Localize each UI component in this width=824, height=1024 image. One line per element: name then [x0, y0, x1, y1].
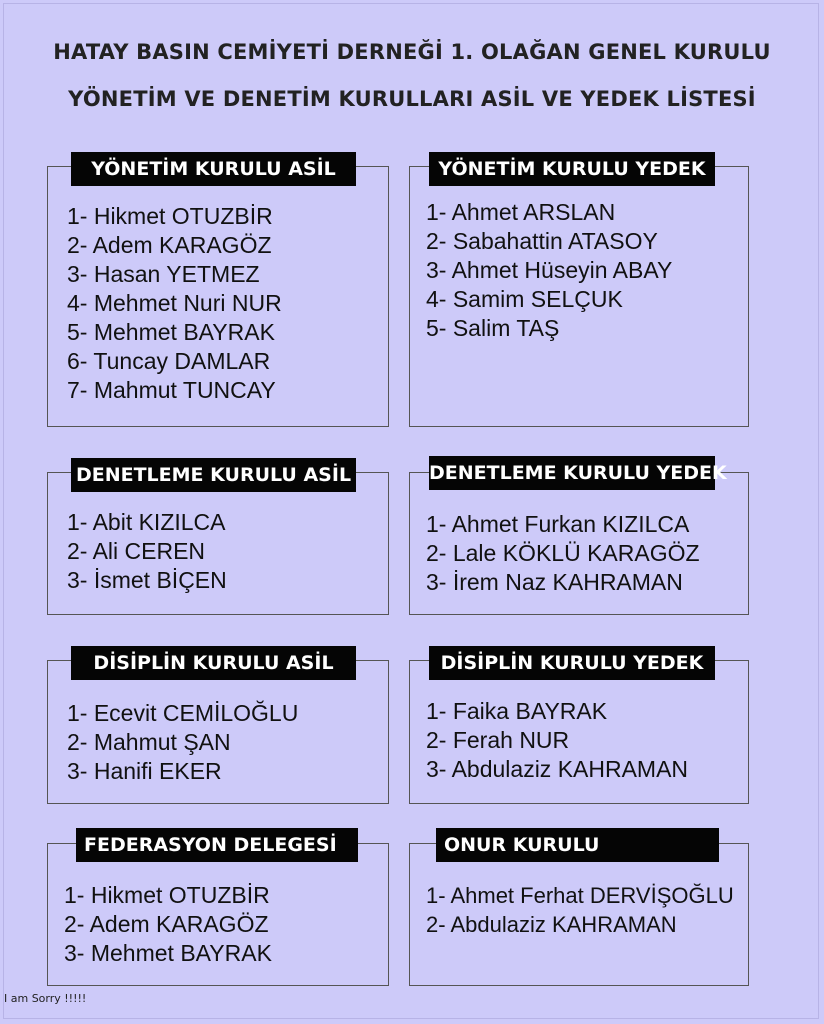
list-item: 2- Ali CEREN: [67, 538, 206, 564]
list-item: 3- Hasan YETMEZ: [67, 261, 260, 287]
list-item: 3- Mehmet BAYRAK: [64, 940, 272, 966]
onur-list: [426, 881, 734, 939]
federasyon-heading: FEDERASYON DELEGESİ: [76, 828, 358, 862]
disiplin-asil-heading: DİSİPLİN KURULU ASİL: [71, 646, 356, 680]
list-item: 1- Hikmet OTUZBİR: [67, 203, 273, 229]
list-item: 3- İrem Naz KAHRAMAN: [426, 569, 683, 595]
list-item: 3- Hanifi EKER: [67, 758, 222, 784]
list-item: 5- Mehmet BAYRAK: [67, 319, 275, 345]
list-item: 3- İsmet BİÇEN: [67, 567, 227, 593]
list-item: 4- Samim SELÇUK: [426, 286, 623, 312]
yonetim-asil-list: [67, 202, 282, 405]
list-item: 5- Salim TAŞ: [426, 315, 560, 341]
document-subtitle: YÖNETİM VE DENETİM KURULLARI ASİL VE YEDEK LİSTESİ: [68, 87, 756, 111]
yonetim-yedek-list: [426, 198, 672, 343]
list-item: 7- Mahmut TUNCAY: [67, 377, 276, 403]
list-item: 2- Mahmut ŞAN: [67, 729, 231, 755]
list-item: 1- Hikmet OTUZBİR: [64, 882, 270, 908]
footnote: I am Sorry !!!!!: [4, 992, 87, 1005]
list-item: 2- Sabahattin ATASOY: [426, 228, 658, 254]
disiplin-asil-list: [67, 699, 298, 786]
onur-heading: ONUR KURULU: [436, 828, 719, 862]
list-item: 2- Lale KÖKLÜ KARAGÖZ: [426, 540, 700, 566]
list-item: 1- Ahmet Ferhat DERVİŞOĞLU: [426, 883, 734, 908]
federasyon-list: [64, 881, 272, 968]
list-item: 6- Tuncay DAMLAR: [67, 348, 271, 374]
list-item: 1- Ahmet ARSLAN: [426, 199, 616, 225]
denetleme-yedek-heading: DENETLEME KURULU YEDEK: [429, 456, 715, 490]
disiplin-yedek-heading: DİSİPLİN KURULU YEDEK: [429, 646, 715, 680]
list-item: 2- Adem KARAGÖZ: [67, 232, 272, 258]
list-item: 1- Ecevit CEMİLOĞLU: [67, 700, 299, 726]
yonetim-yedek-heading: YÖNETİM KURULU YEDEK: [429, 152, 715, 186]
list-item: 3- Ahmet Hüseyin ABAY: [426, 257, 673, 283]
denetleme-asil-list: [67, 508, 227, 595]
list-item: 4- Mehmet Nuri NUR: [67, 290, 282, 316]
list-item: 2- Ferah NUR: [426, 727, 570, 753]
yonetim-asil-heading: YÖNETİM KURULU ASİL: [71, 152, 356, 186]
list-item: 1- Ahmet Furkan KIZILCA: [426, 511, 690, 537]
document-title: HATAY BASIN CEMİYETİ DERNEĞİ 1. OLAĞAN GENEL KURULU: [53, 40, 771, 64]
list-item: 2- Adem KARAGÖZ: [64, 911, 269, 937]
disiplin-yedek-list: [426, 697, 688, 784]
list-item: 3- Abdulaziz KAHRAMAN: [426, 756, 689, 782]
denetleme-asil-heading: DENETLEME KURULU ASİL: [71, 458, 356, 492]
denetleme-yedek-list: [426, 510, 700, 597]
list-item: 1- Abit KIZILCA: [67, 509, 226, 535]
list-item: 1- Faika BAYRAK: [426, 698, 608, 724]
list-item: 2- Abdulaziz KAHRAMAN: [426, 912, 677, 937]
